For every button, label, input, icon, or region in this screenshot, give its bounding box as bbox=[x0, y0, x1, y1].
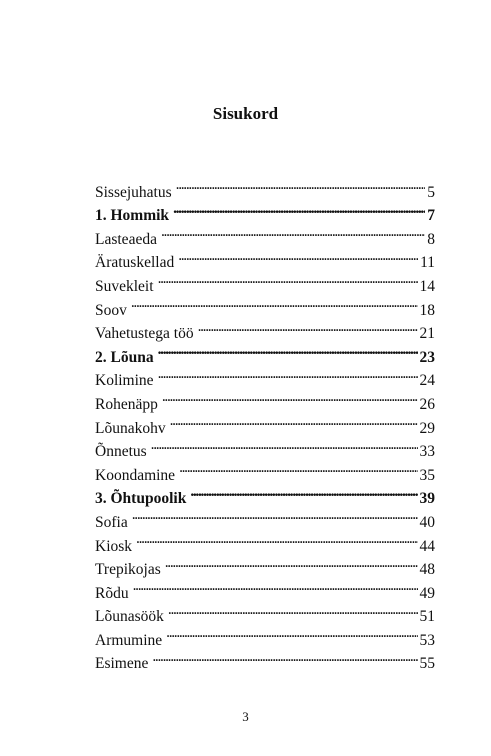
toc-entry-label: Õnnetus bbox=[95, 443, 147, 461]
dot-leader bbox=[190, 480, 417, 504]
toc-entry-page: 26 bbox=[419, 395, 435, 413]
toc-entry-page: 48 bbox=[419, 561, 435, 579]
toc-entry-page: 5 bbox=[427, 183, 435, 201]
dot-leader bbox=[133, 574, 418, 598]
toc-entry bbox=[95, 551, 435, 579]
toc-entry-label: Rõdu bbox=[95, 584, 129, 602]
toc-entry-label: Soov bbox=[95, 301, 127, 319]
toc-entry-label: 3. Õhtupoolik bbox=[95, 490, 187, 508]
dot-leader bbox=[132, 503, 418, 527]
toc-entry-page: 21 bbox=[419, 325, 435, 343]
dot-leader bbox=[176, 173, 426, 197]
table-of-contents bbox=[95, 173, 435, 673]
toc-entry-label: Armumine bbox=[95, 631, 163, 649]
toc-entry-label: Lõunakohv bbox=[95, 419, 166, 437]
dot-leader bbox=[179, 456, 417, 480]
toc-entry-page: 55 bbox=[419, 655, 435, 673]
toc-entry bbox=[95, 527, 435, 555]
toc-entry-label: Kolimine bbox=[95, 372, 154, 390]
dot-leader bbox=[178, 244, 418, 268]
toc-entry-page: 14 bbox=[419, 277, 435, 295]
dot-leader bbox=[173, 197, 425, 221]
toc-entry-label: 1. Hommik bbox=[95, 207, 170, 225]
toc-entry-label: Rohenäpp bbox=[95, 395, 158, 413]
dot-leader bbox=[168, 598, 418, 622]
dot-leader bbox=[136, 527, 417, 551]
toc-entry bbox=[95, 173, 435, 201]
toc-entry-page: 7 bbox=[427, 207, 435, 225]
toc-entry bbox=[95, 574, 435, 602]
toc-entry bbox=[95, 291, 435, 319]
toc-entry-page: 18 bbox=[419, 301, 435, 319]
toc-entry-label: Lasteaeda bbox=[95, 230, 157, 248]
toc-entry bbox=[95, 315, 435, 343]
toc-entry-label: Sofia bbox=[95, 513, 128, 531]
dot-leader bbox=[158, 267, 418, 291]
toc-entry-page: 11 bbox=[420, 254, 435, 272]
toc-entry-page: 24 bbox=[419, 372, 435, 390]
dot-leader bbox=[131, 291, 418, 315]
dot-leader bbox=[198, 315, 418, 339]
toc-entry-label: Vahetustega töö bbox=[95, 325, 194, 343]
dot-leader bbox=[162, 385, 418, 409]
toc-entry-page: 23 bbox=[419, 348, 435, 366]
dot-leader bbox=[151, 433, 418, 457]
toc-entry-label: 2. Lõuna bbox=[95, 348, 154, 366]
dot-leader bbox=[158, 362, 418, 386]
toc-entry-page: 35 bbox=[419, 466, 435, 484]
page-number: 3 bbox=[242, 709, 249, 724]
toc-entry-page: 33 bbox=[419, 443, 435, 461]
toc-entry-label: Kiosk bbox=[95, 537, 133, 555]
toc-entry-page: 53 bbox=[419, 631, 435, 649]
toc-entry-label: Sissejuhatus bbox=[95, 183, 172, 201]
toc-entry-page: 49 bbox=[419, 584, 435, 602]
toc-entry-label: Trepikojas bbox=[95, 561, 161, 579]
dot-leader bbox=[170, 409, 418, 433]
toc-entry-page: 40 bbox=[419, 513, 435, 531]
toc-entry-label: Suvekleit bbox=[95, 277, 154, 295]
toc-entry-label: Koondamine bbox=[95, 466, 176, 484]
toc-entry bbox=[95, 598, 435, 626]
toc-entry-page: 51 bbox=[419, 608, 435, 626]
toc-entry bbox=[95, 503, 435, 531]
dot-leader bbox=[161, 220, 425, 244]
dot-leader bbox=[152, 645, 417, 669]
toc-entry-page: 39 bbox=[419, 490, 435, 508]
toc-entry-label: Lõunasöök bbox=[95, 608, 164, 626]
toc-entry-label: Äratuskellad bbox=[95, 254, 175, 272]
toc-entry-label: Esimene bbox=[95, 655, 149, 673]
toc-entry-page: 29 bbox=[419, 419, 435, 437]
toc-entry-page: 8 bbox=[427, 230, 435, 248]
toc-entry-page: 44 bbox=[419, 537, 435, 555]
page-title: Sisukord bbox=[212, 104, 279, 123]
dot-leader bbox=[166, 621, 417, 645]
dot-leader bbox=[165, 551, 418, 575]
dot-leader bbox=[158, 338, 418, 362]
